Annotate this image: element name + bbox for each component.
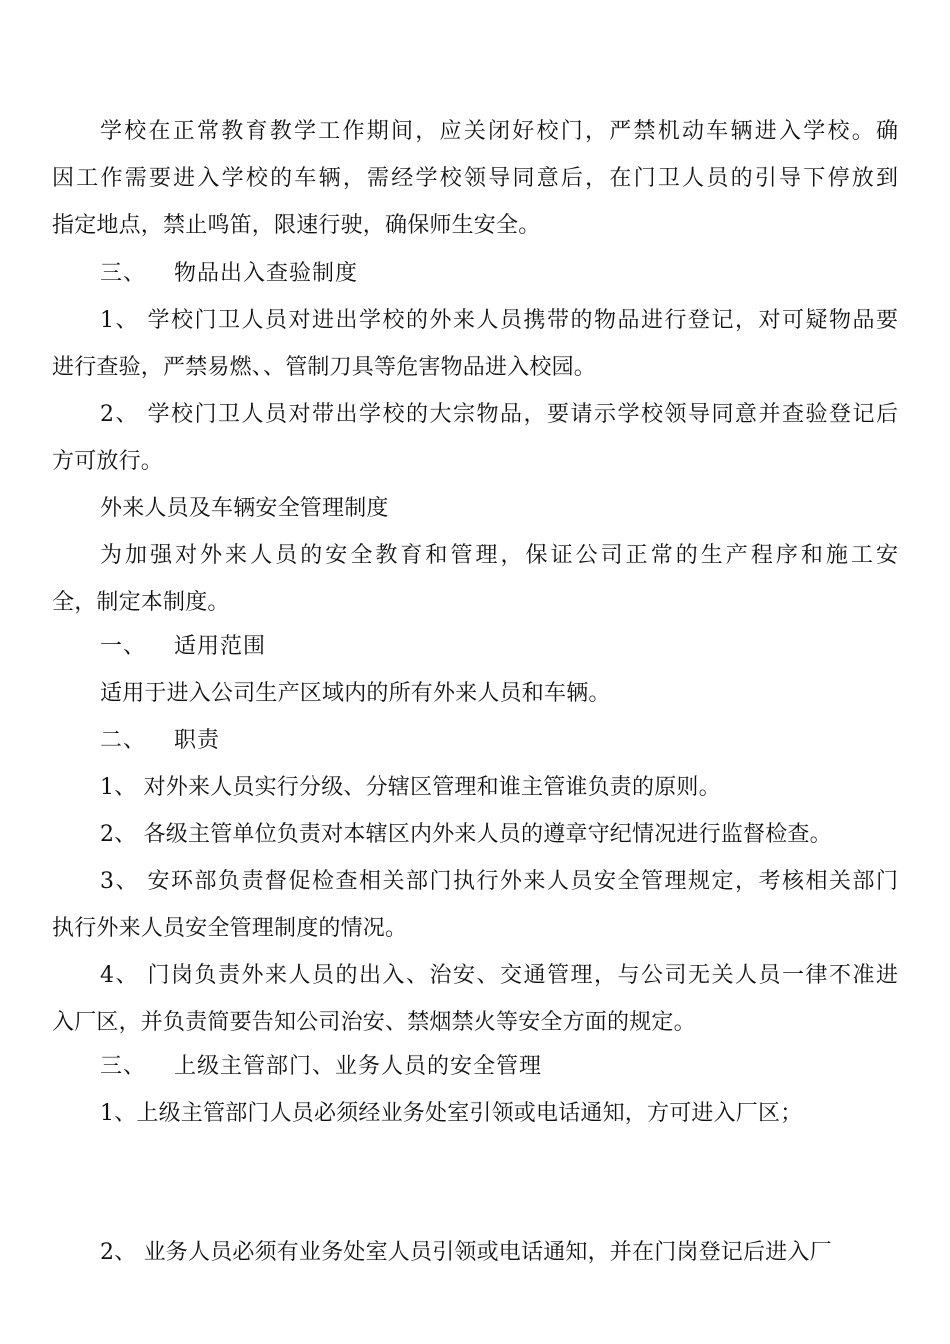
list-item-line: 入厂区，并负责简要告知公司治安、禁烟禁火等安全方面的规定。 xyxy=(52,1010,696,1035)
paragraph-line: 因工作需要进入学校的车辆，需经学校领导同意后，在门卫人员的引导下停放到 xyxy=(52,166,898,191)
list-item-line: 1、 学校门卫人员对进出学校的外来人员携带的物品进行登记，对可疑物品要 xyxy=(100,308,898,333)
section-heading-duties xyxy=(100,724,220,758)
list-item-line: 进行查验，严禁易燃、、管制刀具等危害物品进入校园。 xyxy=(52,355,597,380)
section-title: 上级主管部门、业务人员的安全管理 xyxy=(174,1054,543,1079)
list-item-line: 2、 学校门卫人员对带出学校的大宗物品，要请示学校领导同意并查验登记后 xyxy=(100,402,898,427)
list-item-line: 1、上级主管部门人员必须经业务处室引领或电话通知，方可进入厂区； xyxy=(100,1101,803,1126)
paragraph-line: 适用于进入公司生产区域内的所有外来人员和车辆。 xyxy=(100,681,611,706)
list-item-line: 方可放行。 xyxy=(52,449,164,474)
section-heading-goods xyxy=(100,257,358,291)
section-title: 适用范围 xyxy=(174,634,267,659)
paragraph-line: 学校在正常教育教学工作期间，应关闭好校门，严禁机动车辆进入学校。确 xyxy=(100,119,898,144)
list-item-line: 4、 门岗负责外来人员的出入、治安、交通管理，与公司无关人员一律不准进 xyxy=(100,963,898,988)
list-item-line: 2、 业务人员必须有业务处室人员引领或电话通知，并在门岗登记后进入厂 xyxy=(100,1240,832,1265)
list-item-line: 1、 对外来人员实行分级、分辖区管理和谁主管谁负责的原则。 xyxy=(100,775,721,800)
document-title: 外来人员及车辆安全管理制度 xyxy=(100,496,389,521)
list-item-line: 3、 安环部负责督促检查相关部门执行外来人员安全管理规定，考核相关部门 xyxy=(100,869,898,894)
paragraph-line: 为加强对外来人员的安全教育和管理，保证公司正常的生产程序和施工安 xyxy=(100,543,898,568)
section-title: 职责 xyxy=(174,728,221,753)
paragraph-line: 指定地点，禁止鸣笛，限速行驶，确保师生安全。 xyxy=(52,213,541,238)
section-number: 二、 xyxy=(100,728,147,753)
paragraph-line: 全，制定本制度。 xyxy=(52,590,230,615)
section-number: 三、 xyxy=(100,1054,147,1079)
section-title: 物品出入查验制度 xyxy=(174,261,359,286)
section-heading-superior xyxy=(100,1050,542,1084)
section-number: 三、 xyxy=(100,261,147,286)
section-heading-scope xyxy=(100,630,266,664)
list-item-line: 2、 各级主管单位负责对本辖区内外来人员的遵章守纪情况进行监督检查。 xyxy=(100,822,832,847)
list-item-line: 执行外来人员安全管理制度的情况。 xyxy=(52,916,408,941)
section-number: 一、 xyxy=(100,634,147,659)
